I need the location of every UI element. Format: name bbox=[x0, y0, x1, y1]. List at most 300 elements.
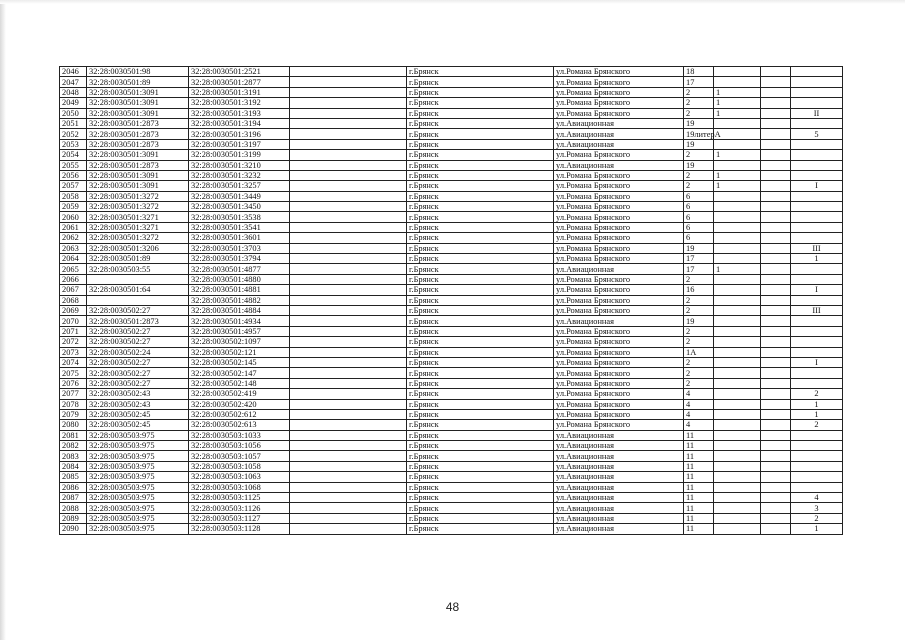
house-number-cell: 19 bbox=[684, 118, 714, 128]
table-row bbox=[60, 139, 843, 149]
house-number-cell: 11 bbox=[684, 503, 714, 513]
street-cell: ул.Романа Брянского bbox=[554, 399, 684, 409]
blank-cell bbox=[290, 316, 407, 326]
house-number-cell: 11 bbox=[684, 441, 714, 451]
cadastral-number-cell: 32:28:0030503:1057 bbox=[189, 451, 290, 461]
building-cell: 1 bbox=[714, 108, 761, 118]
row-number-cell: 2051 bbox=[60, 118, 87, 128]
parent-cadastral-number-cell: 32:28:0030501:3091 bbox=[87, 98, 189, 108]
extra-cell bbox=[761, 524, 791, 534]
extra-cell bbox=[761, 191, 791, 201]
blank-cell bbox=[290, 191, 407, 201]
house-number-cell: 6 bbox=[684, 212, 714, 222]
building-cell: 1 bbox=[714, 150, 761, 160]
street-cell: ул.Авиационная bbox=[554, 503, 684, 513]
extra-cell bbox=[761, 67, 791, 77]
house-number-cell: 11 bbox=[684, 482, 714, 492]
table-row bbox=[60, 441, 843, 451]
extra-cell bbox=[761, 482, 791, 492]
table-row bbox=[60, 409, 843, 419]
row-number-cell: 2063 bbox=[60, 243, 87, 253]
house-number-cell: 2 bbox=[684, 357, 714, 367]
city-cell: г.Брянск bbox=[407, 150, 554, 160]
house-number-cell: 6 bbox=[684, 233, 714, 243]
row-number-cell: 2072 bbox=[60, 337, 87, 347]
row-number-cell: 2053 bbox=[60, 139, 87, 149]
premises-cell bbox=[791, 441, 843, 451]
scan-edge-shadow bbox=[0, 0, 6, 640]
table-row bbox=[60, 67, 843, 77]
blank-cell bbox=[290, 129, 407, 139]
extra-cell bbox=[761, 503, 791, 513]
cadastral-number-cell: 32:28:0030501:4880 bbox=[189, 274, 290, 284]
street-cell: ул.Романа Брянского bbox=[554, 170, 684, 180]
blank-cell bbox=[290, 441, 407, 451]
table-row bbox=[60, 285, 843, 295]
street-cell: ул.Романа Брянского bbox=[554, 87, 684, 97]
cadastral-number-cell: 32:28:0030502:121 bbox=[189, 347, 290, 357]
cadastral-number-cell: 32:28:0030503:1068 bbox=[189, 482, 290, 492]
cadastral-number-cell: 32:28:0030502:420 bbox=[189, 399, 290, 409]
parent-cadastral-number-cell: 32:28:0030501:2873 bbox=[87, 316, 189, 326]
building-cell bbox=[714, 337, 761, 347]
blank-cell bbox=[290, 243, 407, 253]
building-cell: 1 bbox=[714, 264, 761, 274]
table-row bbox=[60, 87, 843, 97]
building-cell bbox=[714, 243, 761, 253]
premises-cell bbox=[791, 212, 843, 222]
house-number-cell: 2 bbox=[684, 150, 714, 160]
premises-cell bbox=[791, 482, 843, 492]
premises-cell bbox=[791, 67, 843, 77]
extra-cell bbox=[761, 368, 791, 378]
extra-cell bbox=[761, 472, 791, 482]
street-cell: ул.Авиационная bbox=[554, 139, 684, 149]
row-number-cell: 2087 bbox=[60, 493, 87, 503]
cadastral-number-cell: 32:28:0030502:148 bbox=[189, 378, 290, 388]
premises-cell: I bbox=[791, 181, 843, 191]
page-number: 48 bbox=[445, 600, 460, 614]
extra-cell bbox=[761, 316, 791, 326]
extra-cell bbox=[761, 77, 791, 87]
premises-cell bbox=[791, 472, 843, 482]
extra-cell bbox=[761, 337, 791, 347]
street-cell: ул.Авиационная bbox=[554, 118, 684, 128]
house-number-cell: 19 bbox=[684, 139, 714, 149]
premises-cell bbox=[791, 170, 843, 180]
city-cell: г.Брянск bbox=[407, 254, 554, 264]
row-number-cell: 2090 bbox=[60, 524, 87, 534]
blank-cell bbox=[290, 461, 407, 471]
table-row bbox=[60, 191, 843, 201]
cadastral-number-cell: 32:28:0030501:3703 bbox=[189, 243, 290, 253]
parent-cadastral-number-cell: 32:28:0030501:3091 bbox=[87, 181, 189, 191]
cadastral-number-cell: 32:28:0030501:3199 bbox=[189, 150, 290, 160]
building-cell bbox=[714, 77, 761, 87]
table-row bbox=[60, 451, 843, 461]
extra-cell bbox=[761, 264, 791, 274]
street-cell: ул.Романа Брянского bbox=[554, 409, 684, 419]
table-row bbox=[60, 461, 843, 471]
city-cell: г.Брянск bbox=[407, 420, 554, 430]
building-cell bbox=[714, 461, 761, 471]
city-cell: г.Брянск bbox=[407, 441, 554, 451]
extra-cell bbox=[761, 285, 791, 295]
city-cell: г.Брянск bbox=[407, 409, 554, 419]
extra-cell bbox=[761, 420, 791, 430]
premises-cell: 2 bbox=[791, 420, 843, 430]
premises-cell: I bbox=[791, 357, 843, 367]
blank-cell bbox=[290, 67, 407, 77]
city-cell: г.Брянск bbox=[407, 170, 554, 180]
premises-cell bbox=[791, 222, 843, 232]
blank-cell bbox=[290, 513, 407, 523]
premises-cell bbox=[791, 191, 843, 201]
blank-cell bbox=[290, 254, 407, 264]
table-row bbox=[60, 347, 843, 357]
street-cell: ул.Романа Брянского bbox=[554, 191, 684, 201]
house-number-cell: 11 bbox=[684, 524, 714, 534]
extra-cell bbox=[761, 305, 791, 315]
building-cell bbox=[714, 191, 761, 201]
extra-cell bbox=[761, 150, 791, 160]
premises-cell: I bbox=[791, 285, 843, 295]
house-number-cell: 11 bbox=[684, 493, 714, 503]
premises-cell bbox=[791, 233, 843, 243]
table-row bbox=[60, 264, 843, 274]
cadastral-number-cell: 32:28:0030501:3794 bbox=[189, 254, 290, 264]
premises-cell bbox=[791, 202, 843, 212]
cadastral-number-cell: 32:28:0030501:4884 bbox=[189, 305, 290, 315]
city-cell: г.Брянск bbox=[407, 87, 554, 97]
house-number-cell: 2 bbox=[684, 295, 714, 305]
parent-cadastral-number-cell: 32:28:0030501:2873 bbox=[87, 129, 189, 139]
building-cell bbox=[714, 295, 761, 305]
house-number-cell: 2 bbox=[684, 108, 714, 118]
building-cell bbox=[714, 503, 761, 513]
cadastral-number-cell: 32:28:0030501:3232 bbox=[189, 170, 290, 180]
city-cell: г.Брянск bbox=[407, 451, 554, 461]
city-cell: г.Брянск bbox=[407, 243, 554, 253]
city-cell: г.Брянск bbox=[407, 160, 554, 170]
cadastral-number-cell: 32:28:0030501:3197 bbox=[189, 139, 290, 149]
street-cell: ул.Авиационная bbox=[554, 472, 684, 482]
parent-cadastral-number-cell: 32:28:0030503:975 bbox=[87, 441, 189, 451]
blank-cell bbox=[290, 233, 407, 243]
row-number-cell: 2058 bbox=[60, 191, 87, 201]
building-cell bbox=[714, 212, 761, 222]
building-cell bbox=[714, 389, 761, 399]
cadastral-number-cell: 32:28:0030501:3193 bbox=[189, 108, 290, 118]
table-row bbox=[60, 316, 843, 326]
premises-cell: 5 bbox=[791, 129, 843, 139]
premises-cell bbox=[791, 264, 843, 274]
city-cell: г.Брянск bbox=[407, 357, 554, 367]
blank-cell bbox=[290, 285, 407, 295]
row-number-cell: 2077 bbox=[60, 389, 87, 399]
extra-cell bbox=[761, 389, 791, 399]
extra-cell bbox=[761, 295, 791, 305]
row-number-cell: 2057 bbox=[60, 181, 87, 191]
blank-cell bbox=[290, 493, 407, 503]
row-number-cell: 2056 bbox=[60, 170, 87, 180]
premises-cell bbox=[791, 87, 843, 97]
parent-cadastral-number-cell: 32:28:0030501:3271 bbox=[87, 212, 189, 222]
city-cell: г.Брянск bbox=[407, 191, 554, 201]
row-number-cell: 2059 bbox=[60, 202, 87, 212]
building-cell bbox=[714, 316, 761, 326]
table-row bbox=[60, 524, 843, 534]
street-cell: ул.Романа Брянского bbox=[554, 274, 684, 284]
blank-cell bbox=[290, 212, 407, 222]
parent-cadastral-number-cell: 32:28:0030501:3271 bbox=[87, 222, 189, 232]
city-cell: г.Брянск bbox=[407, 524, 554, 534]
blank-cell bbox=[290, 337, 407, 347]
premises-cell: III bbox=[791, 243, 843, 253]
parent-cadastral-number-cell: 32:28:0030501:3272 bbox=[87, 191, 189, 201]
street-cell: ул.Романа Брянского bbox=[554, 67, 684, 77]
building-cell bbox=[714, 378, 761, 388]
table-row bbox=[60, 430, 843, 440]
parent-cadastral-number-cell bbox=[87, 295, 189, 305]
blank-cell bbox=[290, 139, 407, 149]
parent-cadastral-number-cell: 32:28:0030503:975 bbox=[87, 524, 189, 534]
premises-cell bbox=[791, 451, 843, 461]
table-row bbox=[60, 150, 843, 160]
building-cell bbox=[714, 67, 761, 77]
blank-cell bbox=[290, 472, 407, 482]
street-cell: ул.Романа Брянского bbox=[554, 295, 684, 305]
street-cell: ул.Авиационная bbox=[554, 493, 684, 503]
house-number-cell: 2 bbox=[684, 378, 714, 388]
city-cell: г.Брянск bbox=[407, 378, 554, 388]
blank-cell bbox=[290, 87, 407, 97]
premises-cell: II bbox=[791, 108, 843, 118]
house-number-cell: 17 bbox=[684, 77, 714, 87]
house-number-cell: 11 bbox=[684, 472, 714, 482]
house-number-cell: 17 bbox=[684, 254, 714, 264]
row-number-cell: 2065 bbox=[60, 264, 87, 274]
house-number-cell: 2 bbox=[684, 98, 714, 108]
table-row bbox=[60, 243, 843, 253]
street-cell: ул.Романа Брянского bbox=[554, 326, 684, 336]
premises-cell bbox=[791, 378, 843, 388]
building-cell bbox=[714, 285, 761, 295]
house-number-cell: 19 bbox=[684, 316, 714, 326]
street-cell: ул.Романа Брянского bbox=[554, 243, 684, 253]
row-number-cell: 2047 bbox=[60, 77, 87, 87]
building-cell bbox=[714, 472, 761, 482]
cadastral-number-cell: 32:28:0030503:1056 bbox=[189, 441, 290, 451]
extra-cell bbox=[761, 212, 791, 222]
cadastral-number-cell: 32:28:0030503:1127 bbox=[189, 513, 290, 523]
blank-cell bbox=[290, 202, 407, 212]
row-number-cell: 2062 bbox=[60, 233, 87, 243]
blank-cell bbox=[290, 160, 407, 170]
blank-cell bbox=[290, 181, 407, 191]
table-row bbox=[60, 77, 843, 87]
house-number-cell: 2 bbox=[684, 337, 714, 347]
parent-cadastral-number-cell: 32:28:0030502:27 bbox=[87, 368, 189, 378]
parent-cadastral-number-cell: 32:28:0030501:3091 bbox=[87, 150, 189, 160]
house-number-cell: 4 bbox=[684, 399, 714, 409]
extra-cell bbox=[761, 274, 791, 284]
city-cell: г.Брянск bbox=[407, 264, 554, 274]
blank-cell bbox=[290, 524, 407, 534]
building-cell bbox=[714, 430, 761, 440]
cadastral-number-cell: 32:28:0030503:1058 bbox=[189, 461, 290, 471]
parent-cadastral-number-cell: 32:28:0030501:89 bbox=[87, 77, 189, 87]
city-cell: г.Брянск bbox=[407, 222, 554, 232]
blank-cell bbox=[290, 98, 407, 108]
city-cell: г.Брянск bbox=[407, 482, 554, 492]
street-cell: ул.Авиационная bbox=[554, 513, 684, 523]
house-number-cell: 4 bbox=[684, 409, 714, 419]
cadastral-number-cell: 32:28:0030501:4877 bbox=[189, 264, 290, 274]
row-number-cell: 2055 bbox=[60, 160, 87, 170]
blank-cell bbox=[290, 295, 407, 305]
street-cell: ул.Авиационная bbox=[554, 451, 684, 461]
house-number-cell: 11 bbox=[684, 451, 714, 461]
city-cell: г.Брянск bbox=[407, 389, 554, 399]
premises-cell: 1 bbox=[791, 409, 843, 419]
parent-cadastral-number-cell: 32:28:0030502:45 bbox=[87, 420, 189, 430]
street-cell: ул.Авиационная bbox=[554, 264, 684, 274]
blank-cell bbox=[290, 357, 407, 367]
street-cell: ул.Романа Брянского bbox=[554, 150, 684, 160]
table-row bbox=[60, 181, 843, 191]
blank-cell bbox=[290, 451, 407, 461]
extra-cell bbox=[761, 347, 791, 357]
premises-cell: 3 bbox=[791, 503, 843, 513]
table-row bbox=[60, 129, 843, 139]
parent-cadastral-number-cell: 32:28:0030501:2873 bbox=[87, 139, 189, 149]
street-cell: ул.Романа Брянского bbox=[554, 347, 684, 357]
building-cell bbox=[714, 326, 761, 336]
street-cell: ул.Авиационная bbox=[554, 441, 684, 451]
row-number-cell: 2086 bbox=[60, 482, 87, 492]
cadastral-number-cell: 32:28:0030503:1128 bbox=[189, 524, 290, 534]
table-row bbox=[60, 118, 843, 128]
parent-cadastral-number-cell: 32:28:0030501:64 bbox=[87, 285, 189, 295]
parent-cadastral-number-cell: 32:28:0030503:975 bbox=[87, 513, 189, 523]
cadastral-number-cell: 32:28:0030501:3192 bbox=[189, 98, 290, 108]
parent-cadastral-number-cell: 32:28:0030502:27 bbox=[87, 357, 189, 367]
premises-cell: III bbox=[791, 305, 843, 315]
cadastral-number-cell: 32:28:0030501:3196 bbox=[189, 129, 290, 139]
street-cell: ул.Романа Брянского bbox=[554, 77, 684, 87]
city-cell: г.Брянск bbox=[407, 129, 554, 139]
house-number-cell: 1А bbox=[684, 347, 714, 357]
parent-cadastral-number-cell: 32:28:0030501:3206 bbox=[87, 243, 189, 253]
cadastral-number-cell: 32:28:0030501:4881 bbox=[189, 285, 290, 295]
city-cell: г.Брянск bbox=[407, 430, 554, 440]
parent-cadastral-number-cell: 32:28:0030502:27 bbox=[87, 337, 189, 347]
street-cell: ул.Авиационная bbox=[554, 482, 684, 492]
cadastral-number-cell: 32:28:0030501:3538 bbox=[189, 212, 290, 222]
house-number-cell: 4 bbox=[684, 420, 714, 430]
building-cell bbox=[714, 493, 761, 503]
city-cell: г.Брянск bbox=[407, 233, 554, 243]
blank-cell bbox=[290, 150, 407, 160]
building-cell bbox=[714, 160, 761, 170]
city-cell: г.Брянск bbox=[407, 316, 554, 326]
street-cell: ул.Романа Брянского bbox=[554, 202, 684, 212]
blank-cell bbox=[290, 118, 407, 128]
building-cell bbox=[714, 524, 761, 534]
premises-cell: 4 bbox=[791, 493, 843, 503]
building-cell bbox=[714, 451, 761, 461]
row-number-cell: 2070 bbox=[60, 316, 87, 326]
extra-cell bbox=[761, 170, 791, 180]
premises-cell bbox=[791, 139, 843, 149]
city-cell: г.Брянск bbox=[407, 295, 554, 305]
building-cell bbox=[714, 368, 761, 378]
extra-cell bbox=[761, 430, 791, 440]
table-row bbox=[60, 212, 843, 222]
cadastral-number-cell: 32:28:0030501:3210 bbox=[189, 160, 290, 170]
street-cell: ул.Романа Брянского bbox=[554, 357, 684, 367]
house-number-cell: 19литерA bbox=[684, 129, 714, 139]
row-number-cell: 2052 bbox=[60, 129, 87, 139]
building-cell bbox=[714, 222, 761, 232]
table-row bbox=[60, 274, 843, 284]
parent-cadastral-number-cell: 32:28:0030502:45 bbox=[87, 409, 189, 419]
parent-cadastral-number-cell: 32:28:0030503:975 bbox=[87, 503, 189, 513]
building-cell bbox=[714, 305, 761, 315]
table-row bbox=[60, 233, 843, 243]
street-cell: ул.Романа Брянского bbox=[554, 108, 684, 118]
blank-cell bbox=[290, 503, 407, 513]
premises-cell bbox=[791, 160, 843, 170]
premises-cell bbox=[791, 347, 843, 357]
parent-cadastral-number-cell: 32:28:0030503:975 bbox=[87, 482, 189, 492]
table-row bbox=[60, 389, 843, 399]
row-number-cell: 2082 bbox=[60, 441, 87, 451]
extra-cell bbox=[761, 409, 791, 419]
blank-cell bbox=[290, 326, 407, 336]
blank-cell bbox=[290, 399, 407, 409]
extra-cell bbox=[761, 254, 791, 264]
row-number-cell: 2089 bbox=[60, 513, 87, 523]
table-row bbox=[60, 98, 843, 108]
cadastral-number-cell: 32:28:0030502:612 bbox=[189, 409, 290, 419]
city-cell: г.Брянск bbox=[407, 285, 554, 295]
extra-cell bbox=[761, 451, 791, 461]
table-row bbox=[60, 357, 843, 367]
house-number-cell: 19 bbox=[684, 160, 714, 170]
building-cell bbox=[714, 409, 761, 419]
row-number-cell: 2060 bbox=[60, 212, 87, 222]
registry-body bbox=[60, 67, 843, 535]
row-number-cell: 2083 bbox=[60, 451, 87, 461]
table-row bbox=[60, 482, 843, 492]
city-cell: г.Брянск bbox=[407, 472, 554, 482]
cadastral-number-cell: 32:28:0030501:3257 bbox=[189, 181, 290, 191]
house-number-cell: 2 bbox=[684, 87, 714, 97]
street-cell: ул.Романа Брянского bbox=[554, 233, 684, 243]
blank-cell bbox=[290, 222, 407, 232]
row-number-cell: 2050 bbox=[60, 108, 87, 118]
row-number-cell: 2075 bbox=[60, 368, 87, 378]
parent-cadastral-number-cell: 32:28:0030502:27 bbox=[87, 378, 189, 388]
extra-cell bbox=[761, 222, 791, 232]
row-number-cell: 2074 bbox=[60, 357, 87, 367]
table-row bbox=[60, 368, 843, 378]
cadastral-number-cell: 32:28:0030501:2877 bbox=[189, 77, 290, 87]
blank-cell bbox=[290, 420, 407, 430]
table-row bbox=[60, 170, 843, 180]
